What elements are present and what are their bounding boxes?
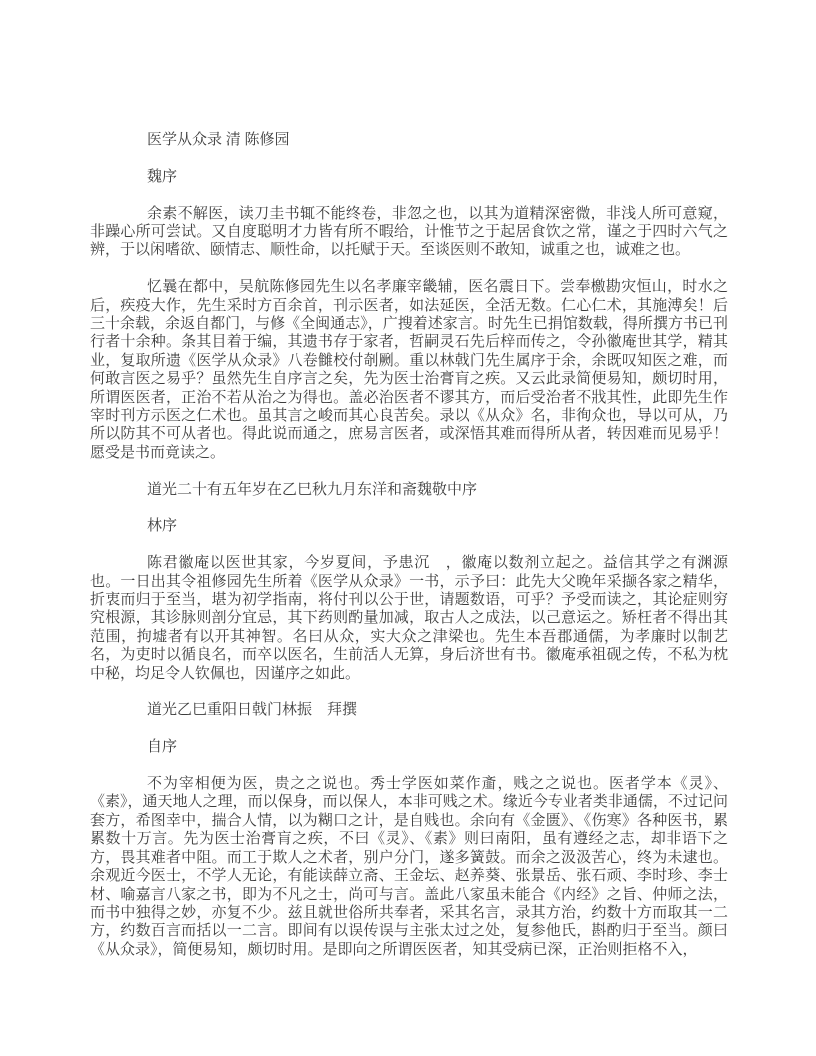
wei-xu-paragraph-1: 余素不解医，读刀圭书辄不能终卷，非忽之也，以其为道精深密微，非浅人所可意窥，非躁心所可尝试。又自度聪明才力皆有所不暇给，计惟节之于起居食饮之常，谨之于四时六气之辨，于以闲嗜欲、颐情志、顺性命，以托赋于天。至谈医则不敢知，诚重之也，诚难之也。 — [90, 205, 728, 259]
document-content — [90, 131, 728, 978]
lin-xu-heading: 林序 — [147, 518, 178, 535]
lin-xu-signature-line: 道光乙巳重阳日戟门林振 拜撰 — [147, 702, 358, 719]
wei-xu-signature-line: 道光二十有五年岁在乙巳秋九月东洋和斋魏敬中序 — [147, 481, 478, 498]
wei-xu-heading: 魏序 — [147, 168, 178, 185]
lin-xu-paragraph-1: 陈君徽庵以医世其家，今岁夏间，予患沉 ，徽庵以数剂立起之。益信其学之有渊源也。一日出其令祖修园先生所着《医学从众录》一书，示予曰：此先大父晚年采撷各家之精华，折衷而归于至当，堪为初学指南，将付刊以公于世，请题数语，可乎？予受而读之，其论症则穷究根源，其诊脉则剖分宜忌，其下药则酌量加减，取古人之成法，以己意运之。矫枉者不得出其范围，拘墟者有以开其神智。名曰从众，实大众之津梁也。先生本吾郡通儒，为孝廉时以制艺名，为吏时以循良名，而卒以医名，生前活人无算，身后济世有书。徽庵承祖砚之传，不私为枕中秘，均足令人钦佩也，因谨序之如此。 — [90, 555, 728, 682]
zi-xu-paragraph-1: 不为宰相便为医，贵之之说也。秀士学医如菜作齑，贱之之说也。医者学本《灵》、《素》，通天地人之理，而以保身，而以保人，本非可贱之术。缘近今专业者类非通儒，不过记问套方，希图幸中，揣合人情，以为糊口之计，是自贱也。余向有《金匮》、《伤寒》各种医书，累累数十万言。先为医士治膏肓之疾，不曰《灵》、《素》则曰南阳，虽有遵经之志，却非语下之方，畏其难者中阻。而工于欺人之术者，别户分门，遂多簧鼓。而余之汲汲苦心，终为未逮也。余观近今医士，不学人无论，有能读薛立斋、王金坛、赵养葵、张景岳、张石顽、李时珍、李士材、喻嘉言八家之书，即为不凡之士，尚可与言。盖此八家虽未能合《内经》之旨、仲师之法，而书中独得之妙，亦复不少。兹且就世俗所共奉者，采其名言，录其方治，约数十方而取其一二方，约数百言而括以一二言。即间有以误传误与主张太过之处，复参他氏，斟酌归于至当。颜曰《从众录》，简便易知，颇切时用。是即向之所谓医医者，知其受病已深，正治则拒格不入， — [90, 776, 728, 958]
zi-xu-heading: 自序 — [147, 739, 178, 756]
wei-xu-paragraph-2: 忆曩在都中，吴航陈修园先生以名孝廉宰畿辅，医名震日下。尝奉檄勘灾恒山，时水之后，疾疫大作，先生采时方百余首，刊示医者，如法延医，全活无数。仁心仁术，其施溥矣！后三十余载，余返自都门，与修《全闽通志》，广搜着述家言。时先生已捐馆数载，得所撰方书已刊行者十余种。条其目着于编，其遗书存于家者，哲嗣灵石先后梓而传之，令孙徽庵世其学，精其业，复取所遗《医学从众录》八卷雠校付剞劂。重以林戟门先生属序于余，余既叹知医之难，而何敢言医之易乎？虽然先生自序言之矣，先为医士治膏肓之疾。又云此录简便易知，颇切时用，所谓医医者，正治不若从治之为得也。盖必治医者不谬其方，而后受治者不戕其性，此即先生作宰时刊方示医之仁术也。虽其言之峻而其心良苦矣。录以《从众》名，非徇众也，导以可从，乃所以防其不可从者也。得此说而通之，庶易言医者，或深悟其难而得所从者，转因难而见易乎！愿受是书而竟读之。 — [90, 279, 728, 461]
document-title: 医学从众录 清 陈修园 — [147, 132, 290, 148]
